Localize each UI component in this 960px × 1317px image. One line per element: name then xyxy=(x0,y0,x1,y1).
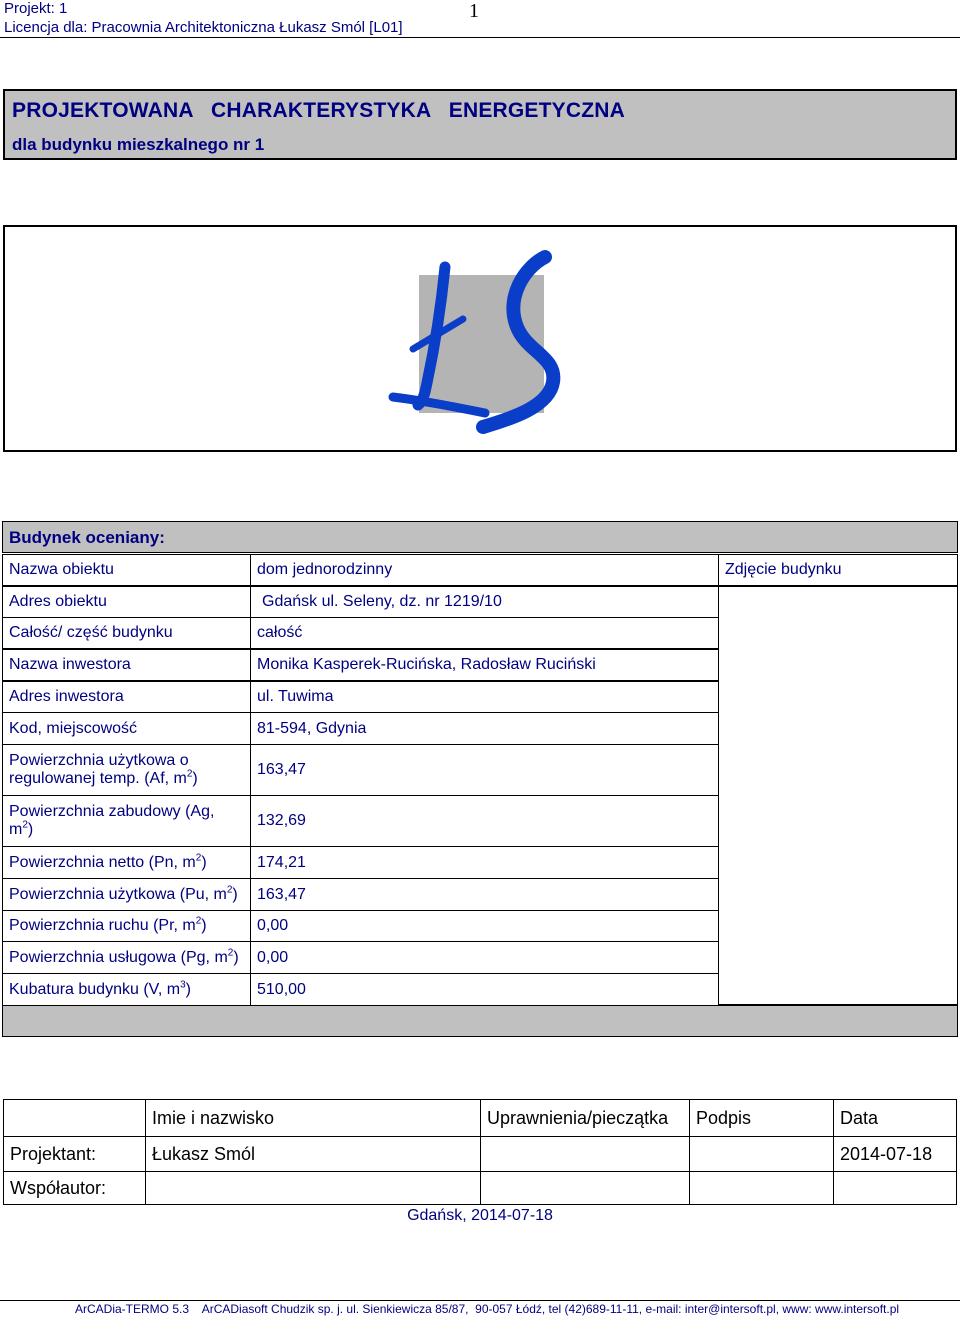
sig-name-designer: Łukasz Smól xyxy=(145,1136,481,1172)
label-area-ag: Powierzchnia zabudowy (Ag, $m^2$) xyxy=(2,795,251,847)
label-area-pr: Powierzchnia ruchu (Pr, $m^2$) xyxy=(2,910,251,942)
company-logo xyxy=(5,227,955,450)
sig-date-designer: 2014-07-18 xyxy=(833,1136,957,1172)
label-investor-address: Adres inwestora xyxy=(2,681,251,713)
header-divider xyxy=(0,37,960,38)
building-photo-label: Zdjęcie budynku xyxy=(718,554,958,586)
sig-role-designer: Projektant: xyxy=(3,1136,146,1172)
sig-header-license: Uprawnienia/pieczątka xyxy=(480,1099,690,1137)
sig-header-signature: Podpis xyxy=(689,1099,834,1137)
sig-header-name: Imie i nazwisko xyxy=(145,1099,481,1137)
sig-signature-designer xyxy=(689,1136,834,1172)
value-postal-city: 81-594, Gdynia xyxy=(250,712,719,745)
value-object-name: dom jednorodzinny xyxy=(250,554,719,586)
building-photo-area xyxy=(718,586,958,1005)
label-volume: Kubatura budynku (V, $m^3$) xyxy=(2,973,251,1006)
value-investor-name: Monika Kasperek-Rucińska, Radosław Ruciński xyxy=(250,649,719,681)
footer-divider xyxy=(0,1300,960,1301)
value-area-pu: 163,47 xyxy=(250,878,719,911)
page-number: 1 xyxy=(469,0,479,22)
building-heading: Budynek oceniany: xyxy=(9,528,165,547)
sig-header-role xyxy=(3,1099,146,1137)
sig-role-coauthor: Współautor: xyxy=(3,1171,146,1205)
value-investor-address: ul. Tuwima xyxy=(250,681,719,713)
label-area-pn: Powierzchnia netto (Pn, $m^2$) xyxy=(2,846,251,879)
sig-date-coauthor xyxy=(833,1171,957,1205)
label-building-part: Całość/ część budynku xyxy=(2,617,251,649)
value-volume: 510,00 xyxy=(250,973,719,1006)
project-label: Projekt: 1 xyxy=(4,0,68,17)
value-object-address: Gdańsk ul. Seleny, dz. nr 1219/10 xyxy=(250,586,719,618)
value-area-af: 163,47 xyxy=(250,744,719,796)
value-area-pn: 174,21 xyxy=(250,846,719,879)
value-area-pr: 0,00 xyxy=(250,910,719,942)
footer-text: ArCADia-TERMO 5.3 ArCADiasoft Chudzik sp. j. ul. Sienkiewicza 85/87, 90-057 Łódź, tel (42)689-11-11, e-mail: inter@intersoft.pl, www: www.intersoft.pl xyxy=(75,1302,900,1316)
label-object-name: Nazwa obiektu xyxy=(2,554,251,586)
label-area-pg: Powierzchnia usługowa (Pg, $m^2$) xyxy=(2,941,251,974)
building-section-header xyxy=(2,521,958,553)
page-subtitle: dla budynku mieszkalnego nr 1 xyxy=(12,135,265,154)
sig-name-coauthor xyxy=(145,1171,481,1205)
sig-license-designer xyxy=(480,1136,690,1172)
value-area-pg: 0,00 xyxy=(250,941,719,974)
label-area-af: Powierzchnia użytkowa o regulowanej temp. (Af, $m^2$) xyxy=(2,744,251,796)
title-box xyxy=(3,89,957,160)
value-area-ag: 132,69 xyxy=(250,795,719,847)
value-building-part: całość xyxy=(250,617,719,649)
page-title: PROJEKTOWANA CHARAKTERYSTYKA ENERGETYCZNA xyxy=(12,99,625,122)
sig-license-coauthor xyxy=(480,1171,690,1205)
building-section-footer xyxy=(2,1005,958,1037)
label-object-address: Adres obiektu xyxy=(2,586,251,618)
logo-box xyxy=(3,225,957,452)
label-investor-name: Nazwa inwestora xyxy=(2,649,251,681)
label-area-pu: Powierzchnia użytkowa (Pu, $m^2$) xyxy=(2,878,251,911)
place-and-date: Gdańsk, 2014-07-18 xyxy=(407,1207,553,1224)
sig-header-date: Data xyxy=(833,1099,957,1137)
label-postal-city: Kod, miejscowość xyxy=(2,712,251,745)
sig-signature-coauthor xyxy=(689,1171,834,1205)
license-label: Licencja dla: Pracownia Architektoniczna Łukasz Smól [L01] xyxy=(4,19,403,36)
